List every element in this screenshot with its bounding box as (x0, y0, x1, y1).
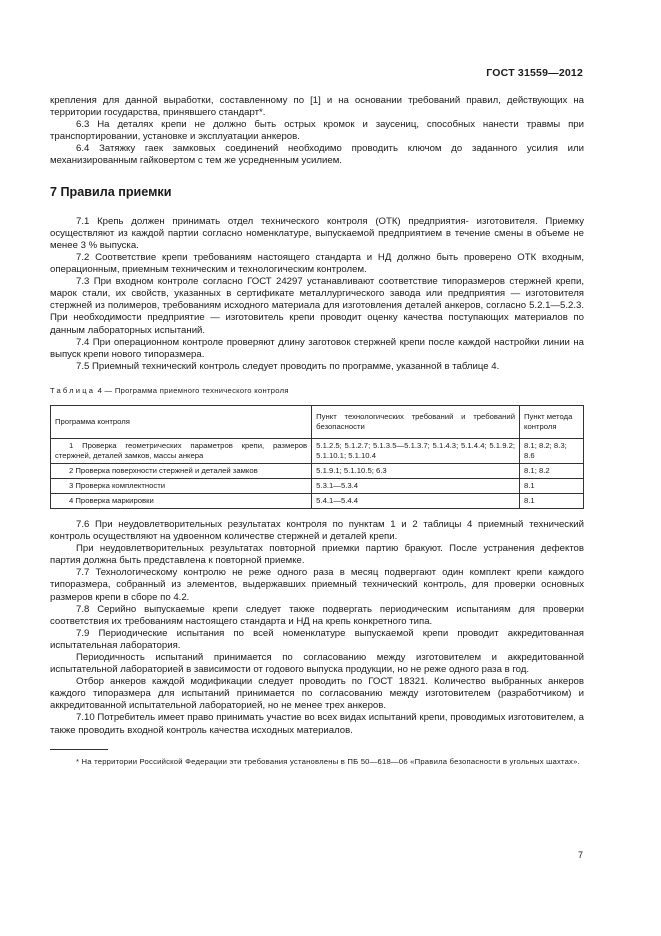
table-caption (50, 385, 584, 397)
paragraph-7-7: 7.7 Технологическому контролю не реже одного раза в месяц подвергают один комплект крепи каждого типоразмера, собранный из элементов, выдержавших приемный технический контроль, для проверки основных размеров крепи в сборе по 4.2. (50, 567, 584, 603)
paragraph-7-5: 7.5 Приемный технический контроль следует проводить по программе, указанной в таблице 4. (76, 360, 500, 372)
paragraph-6-4: 6.4 Затяжку гаек замковых соединений необходимо проводить ключом до заданного усилия или механизированным гайковертом с тем же усредненным усилием. (50, 143, 584, 167)
paragraph-7-1: 7.1 Крепь должен принимать отдел технического контроля (ОТК) предприятия- изготовителя. Приемку осуществляют из каждой партии согласно номенклатуре, выпускаемой предприятием в течение смены в объеме не менее 3 % выпуска. (50, 215, 584, 251)
table-cell: 3 Проверка комплектности (51, 478, 312, 493)
paragraph-continuation: крепления для данной выработки, составленному по [1] и на основании требований правил, действующих на территории государства, принявшего стандарт*. (50, 95, 584, 119)
paragraph-7-8: 7.8 Серийно выпускаемые крепи следует также подвергать периодическим испытаниям для проверки соответствия их требованиям настоящего стандарта и НД на крепь конкретного типа. (50, 603, 584, 627)
paragraph-7-6: 7.6 При неудовлетворительных результатах контроля по пунктам 1 и 2 таблицы 4 приемный технический контроль осуществляют на удвоенном количестве стержней и деталей крепи. (50, 518, 584, 543)
paragraph-7-2: 7.2 Соответствие крепи требованиям настоящего стандарта и НД должно быть проверено ОТК входным, операционным, приемным техническим и технологическим контролем. (50, 251, 584, 276)
table-row (51, 463, 584, 478)
table-cell: 5.4.1—5.4.4 (312, 493, 520, 508)
table-row (51, 438, 584, 463)
footnote-divider (50, 749, 108, 750)
table-cell: 8.1 (520, 478, 584, 493)
control-program-table (50, 405, 584, 509)
paragraph-6-3: 6.3 На деталях крепи не должно быть острых кромок и заусениц, способных нанести травмы при транспортировании, установке и эксплуатации анкеров. (50, 119, 584, 143)
paragraph-7-4: 7.4 При операционном контроле проверяют длину заготовок стержней крепи после каждой настройки линии на выпуск крепи нового типоразмера. (50, 336, 584, 360)
document-header: ГОСТ 31559—2012 (486, 67, 583, 79)
header-requirements: Пункт технологических требований и требований безопасности (312, 405, 520, 438)
table-cell: 4 Проверка маркировки (51, 493, 312, 508)
table-cell: 5.1.9.1; 5.1.10.5; 6.3 (312, 463, 520, 478)
table-cell: 2 Проверка поверхности стержней и деталей замков (51, 463, 312, 478)
table-cell: 5.3.1—5.3.4 (312, 478, 520, 493)
table-header-row (51, 405, 584, 438)
header-method: Пункт метода контроля (520, 405, 584, 438)
table-cell: 8.1; 8.2 (520, 463, 584, 478)
paragraph-7-9-b: Периодичность испытаний принимается по согласованию между изготовителем и аккредитованной испытательной лабораторией в зависимости от годового выпуска продукции, но не реже одного раза в год. (50, 652, 584, 676)
footnote: * На территории Российской Федерации эти требования установлены в ПБ 50—618—06 «Правила безопасности в угольных шахтах». (76, 756, 580, 766)
paragraph-7-9: 7.9 Периодические испытания по всей номенклатуре выпускаемой крепи проводит аккредитованная испытательная лаборатория. (50, 627, 584, 651)
table-caption-label: Таблица (50, 385, 96, 395)
table-cell: 8.1 (520, 493, 584, 508)
table-row (51, 478, 584, 493)
page-number: 7 (577, 850, 583, 860)
header-program: Программа контроля (51, 405, 312, 438)
table-cell: 8.1; 8.2; 8.3; 8.6 (520, 438, 584, 463)
page-content (50, 95, 584, 767)
paragraph-7-6-b: При неудовлетворительных результатах повторной приемки партию бракуют. После устранения дефектов партия должна быть представлена к повторной приемке. (50, 543, 584, 567)
paragraph-7-10: 7.10 Потребитель имеет право принимать участие во всех видах испытаний крепи, проводимых изготовителем, а также проводить входной контроль качества исходных материалов. (50, 712, 584, 736)
section-title: 7 Правила приемки (50, 184, 172, 199)
table-cell: 5.1.2.5; 5.1.2.7; 5.1.3.5—5.1.3.7; 5.1.4.3; 5.1.4.4; 5.1.9.2; 5.1.10.1; 5.1.10.4 (312, 438, 520, 463)
table-caption-text: 4 — Программа приемного технического контроля (97, 385, 289, 395)
paragraph-7-9-c: Отбор анкеров каждой модификации следует проводить по ГОСТ 18321. Количество выбранных анкеров каждого типоразмера для испытаний принимается по согласованию между изготовителем (разработчиком) и аккредитованной испытательной лабораторией, но не менее трех анкеров. (50, 676, 584, 712)
paragraph-7-3: 7.3 При входном контроле согласно ГОСТ 24297 устанавливают соответствие типоразмеров стержней крепи, марок стали, их свойств, указанных в сертификате металлургического завода или предприятия — изготовителя стержней из полимеров, требованиям исходного материала для изготовления деталей анкеров, согласно 5.2.1—5.2.3. При необходимости предприятие — изготовитель крепи проводит оценку качества поступающих материалов по данным лабораторных испытаний. (50, 276, 584, 336)
table-cell: 1 Проверка геометрических параметров крепи, размеров стержней, деталей замков, массы анкера (51, 438, 312, 463)
table-row (51, 493, 584, 508)
